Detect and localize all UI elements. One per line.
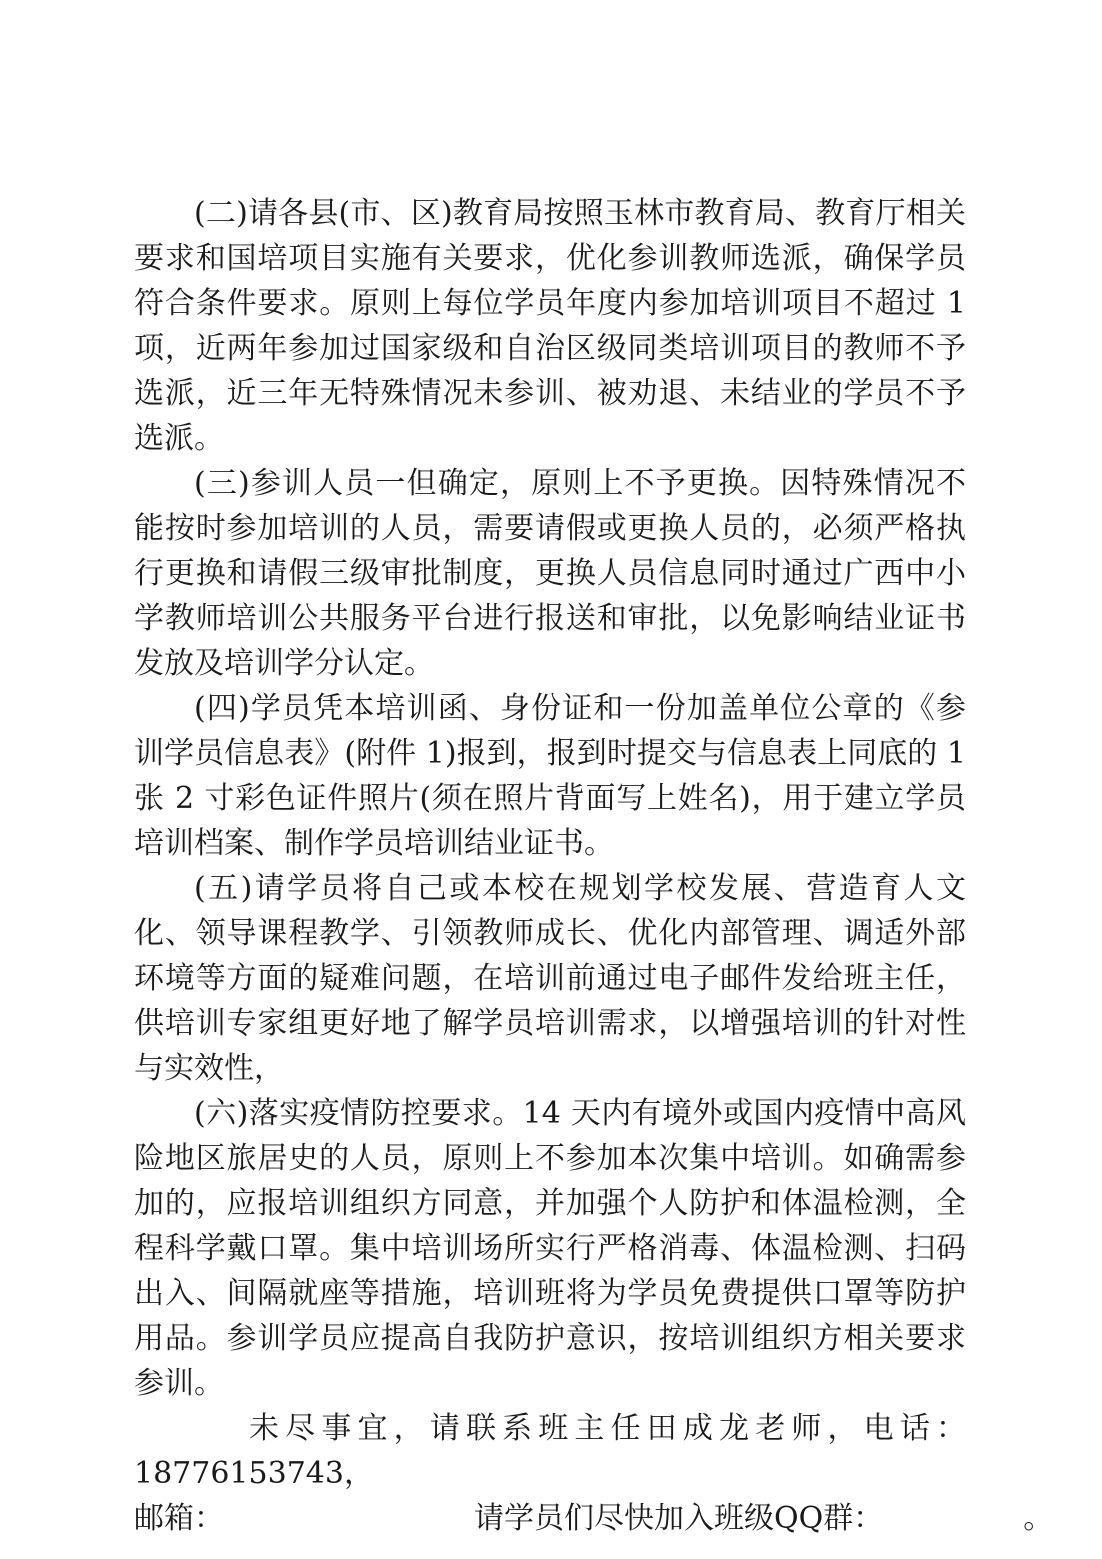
closing-contact-line: 未尽事宜，请联系班主任田成龙老师，电话：18776153743， — [134, 1411, 966, 1491]
redacted-qq-number — [883, 1505, 1023, 1535]
closing-email-qq-line — [134, 1496, 1054, 1541]
document-body — [134, 191, 1054, 1541]
end-mark: 。 — [1023, 1501, 1054, 1536]
paragraph-4: (四)学员凭本培训函、身份证和一份加盖单位公章的《参训学员信息表》(附件 1)报到，报到时提交与信息表上同底的 1 张 2 寸彩色证件照片(须在照片背面写上姓名)，用于建立学员培训档案、制作学员培训结业证书。 — [134, 691, 966, 861]
paragraph-5: (五)请学员将自己或本校在规划学校发展、营造育人文化、领导课程教学、引领教师成长、优化内部管理、调适外部环境等方面的疑难问题，在培训前通过电子邮件发给班主任，供培训专家组更好地了解学员培训需求，以增强培训的针对性与实效性， — [134, 871, 966, 1086]
qq-group-text: 请学员们尽快加入班级QQ群： — [474, 1501, 884, 1536]
email-label: 邮箱： — [134, 1501, 224, 1536]
paragraph-2: (二)请各县(市、区)教育局按照玉林市教育局、教育厅相关要求和国培项目实施有关要求，优化参训教师选派，确保学员符合条件要求。原则上每位学员年度内参加培训项目不超过 1 项，近两年参加过国家级和自治区级同类培训项目的教师不予选派，近三年无特殊情况未参训、被劝退、未结业的学员不予选派。 — [134, 196, 966, 456]
redacted-email — [224, 1505, 474, 1535]
paragraph-3: (三)参训人员一但确定，原则上不予更换。因特殊情况不能按时参加培训的人员，需要请假或更换人员的，必须严格执行更换和请假三级审批制度，更换人员信息同时通过广西中小学教师培训公共服务平台进行报送和审批，以免影响结业证书发放及培训学分认定。 — [134, 466, 966, 681]
paragraph-6: (六)落实疫情防控要求。14 天内有境外或国内疫情中高风险地区旅居史的人员，原则上不参加本次集中培训。如确需参加的，应报培训组织方同意，并加强个人防护和体温检测，全程科学戴口罩。集中培训场所实行严格消毒、体温检测、扫码出入、间隔就座等措施，培训班将为学员免费提供口罩等防护用品。参训学员应提高自我防护意识，按培训组织方相关要求参训。 — [134, 1096, 966, 1401]
